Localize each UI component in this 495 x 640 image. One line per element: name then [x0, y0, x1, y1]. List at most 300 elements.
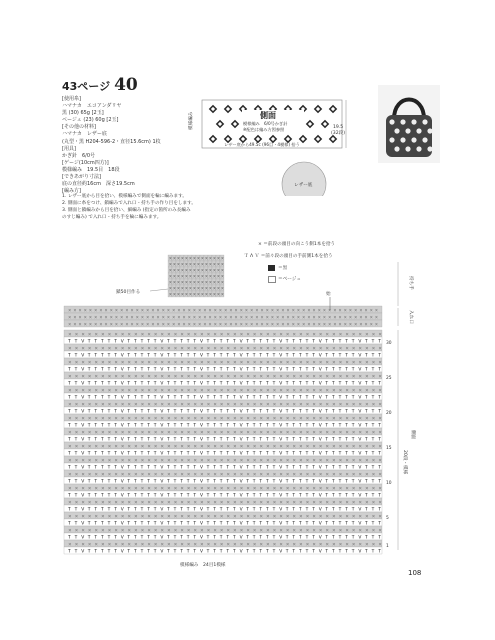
stitch-symbol: × — [305, 360, 310, 366]
stitch-symbol: T — [114, 451, 117, 457]
stitch-symbol: T — [114, 423, 117, 429]
stitch-symbol: V — [81, 465, 85, 471]
stitch-symbol: T — [345, 507, 348, 513]
stitch-symbol: × — [259, 360, 264, 366]
stitch-symbol: V — [120, 535, 124, 541]
stitch-symbol: × — [305, 444, 310, 450]
stitch-symbol: T — [87, 409, 91, 415]
stitch-x: × — [192, 285, 197, 291]
stitch-symbol: × — [81, 430, 85, 436]
stitch-symbol: T — [134, 367, 137, 373]
stitch-symbol: T — [338, 409, 342, 415]
stitch-symbol: × — [233, 374, 237, 380]
stitch-symbol: × — [74, 346, 79, 352]
stitch-symbol: × — [147, 472, 151, 478]
stitch-symbol: T — [233, 493, 236, 499]
stitch-symbol: T — [378, 423, 381, 429]
stitch-symbol: T — [305, 381, 309, 387]
stitch-symbol: T — [87, 549, 91, 555]
stitch-symbol: × — [312, 486, 316, 492]
stitch-symbol: × — [200, 444, 204, 450]
stitch-symbol: T — [299, 479, 302, 485]
stitch-x: × — [130, 307, 134, 313]
stitch-symbol: × — [378, 416, 382, 422]
stitch-symbol: × — [140, 402, 145, 408]
stitch-symbol: × — [101, 458, 105, 464]
stitch-x: × — [83, 314, 87, 320]
stitch-symbol: V — [81, 381, 85, 387]
stitch-symbol: T — [299, 451, 302, 457]
stitch-symbol: × — [74, 360, 79, 366]
stitch-symbol: × — [153, 374, 158, 380]
stitch-symbol: V — [81, 507, 85, 513]
stitch-symbol: T — [252, 395, 256, 401]
stitch-x: × — [184, 285, 189, 291]
stitch-symbol: T — [147, 479, 150, 485]
stitch-symbol: × — [246, 360, 250, 366]
stitch-symbol: V — [200, 493, 204, 499]
stitch-symbol: T — [226, 409, 230, 415]
stitch-x: × — [224, 321, 228, 327]
stitch-symbol: × — [325, 360, 330, 366]
stitch-symbol: × — [272, 430, 277, 436]
stitch-symbol: × — [173, 374, 178, 380]
stitch-symbol: × — [87, 528, 92, 534]
stitch-symbol: × — [332, 458, 336, 464]
stitch-symbol: × — [167, 430, 171, 436]
stitch-symbol: × — [312, 388, 316, 394]
stitch-symbol: × — [365, 374, 369, 380]
stitch-symbol: × — [140, 332, 145, 338]
stitch-symbol: T — [378, 409, 381, 415]
stitch-symbol: T — [305, 535, 309, 541]
stitch-symbol: T — [259, 507, 263, 513]
stitch-symbol: × — [226, 486, 231, 492]
stitch-symbol: × — [160, 346, 165, 352]
stitch-x: × — [168, 273, 173, 279]
stitch-symbol: × — [120, 388, 125, 394]
stitch-symbol: T — [186, 423, 190, 429]
stitch-x: × — [312, 307, 316, 313]
stitch-symbol: × — [358, 500, 363, 506]
stitch-symbol: V — [358, 339, 362, 345]
stitch-symbol: × — [160, 444, 165, 450]
stitch-symbol: V — [239, 507, 243, 513]
stitch-symbol: T — [378, 339, 381, 345]
stitch-symbol: × — [173, 346, 178, 352]
stitch-symbol: V — [81, 367, 85, 373]
stitch-symbol: × — [252, 346, 257, 352]
stitch-symbol: × — [180, 374, 184, 380]
stitch-symbol: × — [94, 430, 99, 436]
stitch-symbol: × — [371, 430, 376, 436]
stitch-symbol: T — [173, 535, 177, 541]
stitch-symbol: × — [160, 332, 165, 338]
stitch-x: × — [270, 321, 275, 327]
stitch-symbol: × — [147, 388, 151, 394]
stitch-symbol: × — [206, 416, 211, 422]
stitch-symbol: V — [239, 465, 243, 471]
stitch-x: × — [125, 307, 129, 313]
stitch-symbol: T — [312, 395, 315, 401]
stitch-symbol: × — [153, 528, 158, 534]
stitch-symbol: × — [345, 346, 349, 352]
stitch-symbol: × — [68, 388, 72, 394]
stitch-symbol: T — [266, 367, 269, 373]
bag-dot — [411, 119, 416, 124]
stitch-symbol: T — [371, 507, 375, 513]
stitch-symbol: V — [200, 521, 204, 527]
stitch-symbol: T — [127, 507, 131, 513]
stitch-x: × — [343, 321, 347, 327]
stitch-symbol: × — [338, 472, 343, 478]
stitch-symbol: T — [246, 451, 249, 457]
stitch-symbol: × — [259, 472, 264, 478]
stitch-x: × — [212, 291, 217, 297]
stitch-symbol: × — [213, 416, 217, 422]
stitch-symbol: × — [74, 458, 79, 464]
stitch-x: × — [208, 314, 212, 320]
stitch-symbol: T — [173, 493, 177, 499]
stitch-symbol: T — [325, 535, 329, 541]
stitch-symbol: V — [358, 395, 362, 401]
stitch-symbol: × — [233, 444, 237, 450]
stitch-symbol: T — [345, 535, 348, 541]
stitch-symbol: T — [180, 437, 183, 443]
stitch-symbol: × — [266, 486, 270, 492]
stitch-symbol: T — [180, 381, 183, 387]
stitch-symbol: × — [206, 528, 211, 534]
stitch-symbol: T — [167, 409, 170, 415]
stitch-symbol: × — [285, 332, 290, 338]
stitch-symbol: T — [173, 423, 177, 429]
stitch-symbol: × — [371, 486, 376, 492]
stitch-symbol: T — [266, 479, 269, 485]
stitch-symbol: × — [87, 346, 92, 352]
stitch-x: × — [196, 273, 201, 279]
stitch-symbol: × — [200, 528, 204, 534]
stitch-symbol: × — [186, 360, 191, 366]
stitch-symbol: × — [226, 360, 231, 366]
stitch-symbol: × — [312, 514, 316, 520]
stitch-symbol: × — [299, 458, 303, 464]
materials-line: [ゲージ(10cm四方)] — [62, 159, 109, 166]
stitch-symbol: T — [186, 409, 190, 415]
stitch-symbol: × — [186, 430, 191, 436]
stitch-symbol: × — [74, 542, 79, 548]
stitch-symbol: T — [351, 535, 355, 541]
stitch-symbol: T — [266, 535, 269, 541]
stitch-symbol: × — [81, 458, 85, 464]
stitch-x: × — [322, 321, 327, 327]
stitch-symbol: T — [68, 493, 71, 499]
stitch-symbol: T — [272, 353, 276, 359]
stitch-symbol: × — [87, 458, 92, 464]
stitch-symbol: × — [365, 402, 369, 408]
stitch-symbol: T — [213, 535, 216, 541]
stitch-symbol: T — [351, 409, 355, 415]
stitch-x: × — [200, 279, 205, 285]
stitch-symbol: T — [252, 423, 256, 429]
stitch-symbol: T — [252, 409, 256, 415]
stitch-symbol: × — [140, 444, 145, 450]
stitch-symbol: × — [233, 458, 237, 464]
stitch-symbol: × — [219, 472, 224, 478]
stitch-symbol: × — [94, 542, 99, 548]
stitch-symbol: T — [345, 381, 348, 387]
stitch-symbol: V — [120, 381, 124, 387]
stitch-symbol: × — [107, 542, 112, 548]
stitch-symbol: × — [134, 374, 138, 380]
stitch-symbol: T — [338, 423, 342, 429]
stitch-symbol: T — [351, 367, 355, 373]
stitch-x: × — [204, 267, 209, 273]
stitch-x: × — [172, 267, 177, 273]
stitch-symbol: T — [193, 381, 197, 387]
stitch-symbol: T — [285, 367, 289, 373]
stitch-symbol: × — [285, 486, 290, 492]
chart-caption: 模様編み 24目1模様 — [180, 563, 226, 568]
stitch-symbol: × — [325, 332, 330, 338]
stitch-symbol: × — [246, 542, 250, 548]
row-number: 5 — [386, 516, 389, 521]
stitch-symbol: T — [213, 549, 216, 555]
stitch-symbol: × — [332, 416, 336, 422]
stitch-symbol: × — [332, 514, 336, 520]
stitch-symbol: × — [167, 402, 171, 408]
stitch-symbol: × — [358, 360, 363, 366]
stitch-symbol: T — [312, 367, 315, 373]
stitch-x: × — [192, 279, 197, 285]
stitch-symbol: × — [272, 486, 277, 492]
stitch-symbol: T — [325, 521, 329, 527]
stitch-symbol: T — [219, 423, 223, 429]
stitch-x: × — [374, 321, 379, 327]
stitch-symbol: T — [226, 437, 230, 443]
stitch-symbol: T — [246, 549, 249, 555]
stitch-symbol: V — [81, 423, 85, 429]
stitch-symbol: T — [338, 465, 342, 471]
stitch-symbol: T — [74, 507, 78, 513]
stitch-x: × — [88, 307, 93, 313]
stitch-x: × — [260, 314, 264, 320]
stitch-x: × — [198, 321, 202, 327]
stitch-x: × — [212, 285, 217, 291]
stitch-symbol: × — [107, 374, 112, 380]
stitch-symbol: × — [180, 416, 184, 422]
stitch-symbol: V — [120, 409, 124, 415]
stitch-symbol: T — [338, 493, 342, 499]
stitch-symbol: × — [365, 542, 369, 548]
stitch-x: × — [104, 321, 108, 327]
stitch-symbol: T — [365, 353, 368, 359]
stitch-x: × — [192, 261, 197, 267]
stitch-symbol: V — [358, 451, 362, 457]
stitch-symbol: V — [120, 339, 124, 345]
stitch-symbol: × — [101, 430, 105, 436]
stitch-symbol: × — [378, 472, 382, 478]
stitch-symbol: T — [186, 521, 190, 527]
stitch-symbol: V — [318, 381, 322, 387]
stitch-x: × — [260, 307, 264, 313]
stitch-symbol: T — [153, 451, 157, 457]
stitch-symbol: T — [134, 437, 137, 443]
stitch-x: × — [161, 307, 165, 313]
stitch-symbol: × — [325, 500, 330, 506]
leather-base-label: レザー底 — [294, 183, 313, 188]
stitch-symbol: V — [120, 395, 124, 401]
stitch-symbol: × — [351, 472, 356, 478]
stitch-x: × — [218, 321, 223, 327]
stitch-symbol: × — [213, 332, 217, 338]
materials-line: かぎ針 6/0号 — [62, 152, 96, 159]
stitch-x: × — [220, 261, 225, 267]
stitch-x: × — [187, 307, 191, 313]
stitch-symbol: T — [147, 493, 150, 499]
stitch-symbol: T — [252, 381, 256, 387]
stitch-x: × — [192, 291, 197, 297]
stitch-symbol: × — [200, 430, 204, 436]
stitch-symbol: T — [371, 451, 375, 457]
stitch-symbol: T — [173, 507, 177, 513]
stitch-symbol: × — [127, 458, 132, 464]
stitch-symbol: × — [160, 430, 165, 436]
stitch-symbol: T — [305, 521, 309, 527]
stitch-x: × — [130, 321, 134, 327]
stitch-x: × — [168, 255, 173, 261]
stitch-symbol: × — [365, 444, 369, 450]
stitch-x: × — [302, 307, 306, 313]
stitch-symbol: V — [279, 367, 283, 373]
stitch-x: × — [213, 321, 217, 327]
stitch-symbol: T — [226, 353, 230, 359]
stitch-symbol: T — [114, 521, 117, 527]
stitch-symbol: × — [312, 374, 316, 380]
stitch-symbol: T — [180, 479, 183, 485]
stitch-symbol: × — [219, 500, 224, 506]
stitch-symbol: V — [279, 409, 283, 415]
stitch-symbol: T — [101, 367, 104, 373]
stitch-symbol: V — [200, 339, 204, 345]
stitch-symbol: V — [279, 549, 283, 555]
stitch-symbol: T — [246, 367, 249, 373]
stitch-symbol: V — [160, 437, 164, 443]
stitch-symbol: × — [371, 528, 376, 534]
stitch-symbol: × — [193, 402, 198, 408]
stitch-symbol: T — [219, 549, 223, 555]
stitch-symbol: × — [74, 430, 79, 436]
stitch-x: × — [276, 307, 280, 313]
stitch-symbol: × — [371, 542, 376, 548]
stitch-symbol: × — [87, 542, 92, 548]
stitch-symbol: × — [285, 458, 290, 464]
stitch-symbol: T — [140, 339, 144, 345]
stitch-symbol: T — [213, 367, 216, 373]
stitch-symbol: × — [351, 346, 356, 352]
stitch-symbol: × — [140, 542, 145, 548]
stitch-symbol: T — [87, 493, 91, 499]
stitch-symbol: × — [252, 472, 257, 478]
stitch-symbol: × — [68, 486, 72, 492]
stitch-symbol: T — [107, 493, 111, 499]
stitch-symbol: T — [266, 437, 269, 443]
stitch-x: × — [200, 291, 205, 297]
stitch-symbol: × — [134, 486, 138, 492]
stitch-x: × — [125, 314, 129, 320]
stitch-symbol: T — [345, 437, 348, 443]
stitch-symbol: × — [358, 444, 363, 450]
stitch-symbol: × — [338, 514, 343, 520]
stitch-x: × — [73, 321, 77, 327]
stitch-x: × — [203, 321, 207, 327]
stitch-symbol: × — [345, 514, 349, 520]
stitch-x: × — [348, 321, 353, 327]
stitch-symbol: T — [206, 521, 210, 527]
stitch-x: × — [220, 255, 225, 261]
stitch-symbol: × — [233, 388, 237, 394]
stitch-x: × — [94, 307, 98, 313]
stitch-symbol: × — [371, 402, 376, 408]
stitch-symbol: T — [371, 353, 375, 359]
stitch-symbol: T — [206, 367, 210, 373]
stitch-x: × — [229, 314, 233, 320]
stitch-symbol: V — [358, 521, 362, 527]
stitch-symbol: V — [200, 423, 204, 429]
stitch-symbol: × — [94, 332, 99, 338]
stitch-symbol: × — [239, 528, 244, 534]
stitch-x: × — [166, 314, 171, 320]
stitch-symbol: T — [233, 479, 236, 485]
stitch-symbol: × — [94, 374, 99, 380]
stitch-symbol: T — [147, 367, 150, 373]
stitch-x: × — [204, 279, 209, 285]
stitch-symbol: × — [332, 374, 336, 380]
stitch-symbol: × — [101, 542, 105, 548]
stitch-symbol: × — [173, 528, 178, 534]
stitch-symbol: T — [252, 493, 256, 499]
stitch-symbol: × — [101, 346, 105, 352]
stitch-symbol: V — [239, 451, 243, 457]
stitch-symbol: × — [68, 416, 72, 422]
stitch-symbol: T — [153, 353, 157, 359]
stitch-symbol: T — [167, 507, 170, 513]
stitch-symbol: T — [87, 339, 91, 345]
stitch-symbol: × — [147, 402, 151, 408]
stitch-symbol: × — [239, 360, 244, 366]
stitch-symbol: T — [259, 367, 263, 373]
stitch-x: × — [184, 267, 189, 273]
stitch-symbol: × — [74, 416, 79, 422]
stitch-symbol: × — [272, 472, 277, 478]
stitch-symbol: T — [371, 437, 375, 443]
stitch-x: × — [255, 314, 259, 320]
side-chart — [64, 330, 382, 555]
stitch-symbol: T — [266, 451, 269, 457]
stitch-symbol: × — [312, 360, 316, 366]
stitch-symbol: × — [160, 528, 165, 534]
stitch-symbol: × — [160, 542, 165, 548]
stitch-symbol: × — [167, 542, 171, 548]
stitch-symbol: T — [140, 381, 144, 387]
stitch-symbol: × — [74, 514, 79, 520]
stitch-symbol: × — [101, 472, 105, 478]
stitch-symbol: T — [365, 507, 368, 513]
stitch-symbol: T — [68, 353, 71, 359]
stitch-symbol: T — [338, 479, 342, 485]
side-schematic — [180, 96, 360, 196]
stitch-symbol: × — [351, 374, 356, 380]
stitch-symbol: T — [292, 479, 296, 485]
